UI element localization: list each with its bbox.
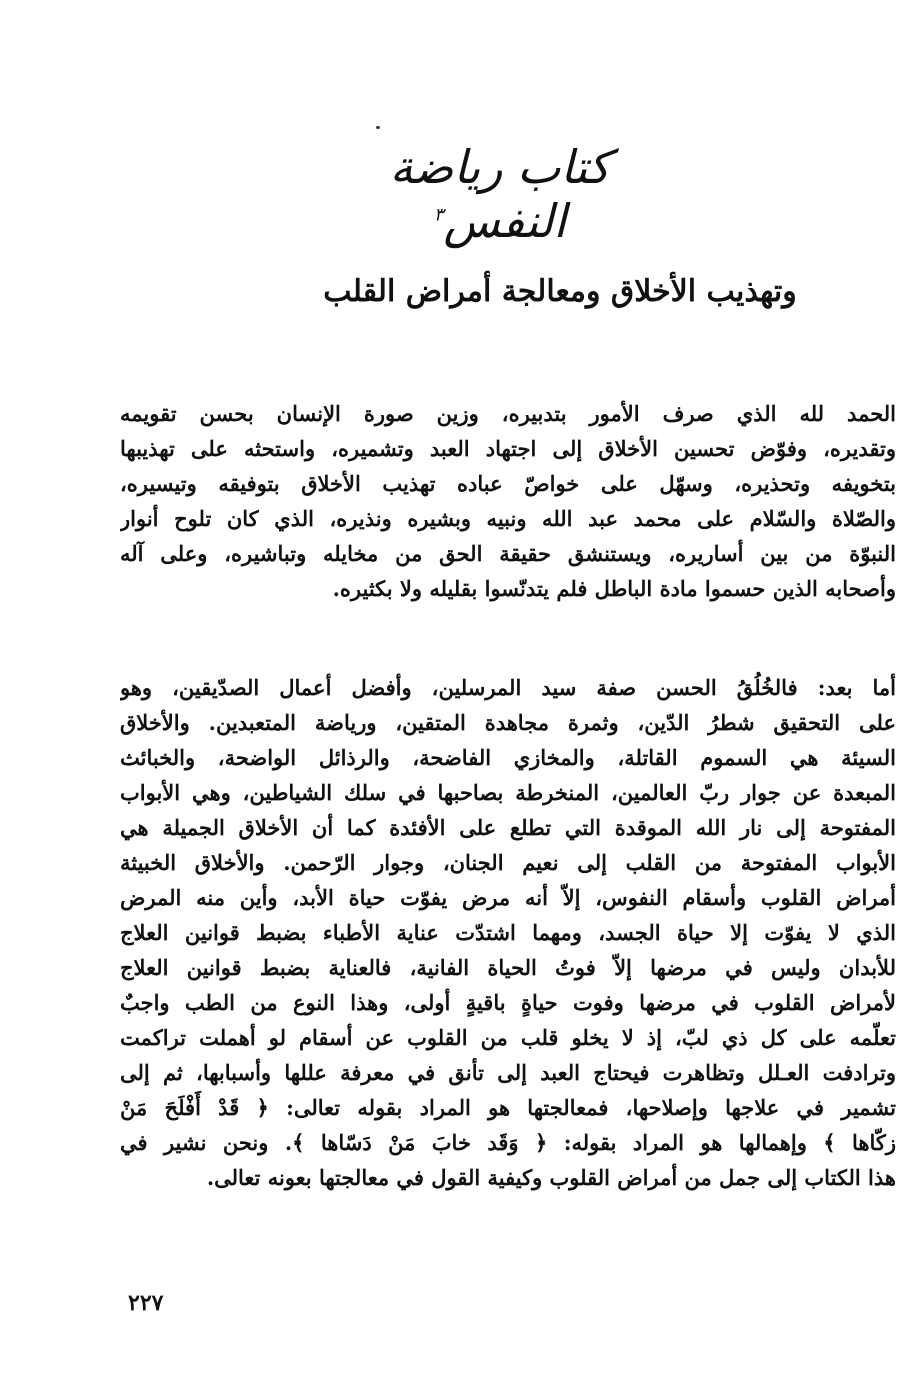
text-line: وتقديره، وفوّض تحسين الأخلاق إلى اجتهاد العبد وتشميره، واستحثه على تهذيبها bbox=[120, 436, 896, 461]
text-line: الذي لا يفوّت إلا حياة الجسد، ومهما اشتدّت عناية الأطباء بضبط قوانين العلاج bbox=[120, 920, 896, 945]
text-line: للأبدان وليس في مرضها إلاّ فوتُ الحياة الفانية، فالعناية بضبط قوانين العلاج bbox=[120, 955, 896, 980]
footnote-mark: ٣ bbox=[433, 204, 444, 226]
text-line: تعلّمه على كل ذي لبّ، إذ لا يخلو قلب من القلوب عن أسقام لو أهملت تراكمت bbox=[120, 1025, 896, 1050]
text-line: هذا الكتاب إلى جمل من أمراض القلوب وكيفية القول في معالجتها بعونه تعالى. bbox=[206, 1165, 896, 1190]
text-line: المبعدة عن جوار ربّ العالمين، المنخرطة بصاحبها في سلك الشياطين، وهي الأبواب bbox=[120, 780, 896, 805]
chapter-subtitle: وتهذيب الأخلاق ومعالجة أمراض القلب bbox=[323, 274, 797, 309]
paragraph-2 bbox=[120, 670, 896, 1195]
text-line: وأصحابه الذين حسموا مادة الباطل فلم يتدنّسوا بقليله ولا بكثيره. bbox=[332, 576, 896, 601]
text-line: وترادفت العـلل وتظاهرت فيحتاج العبد إلى تأنق في معرفة عللها وأسبابها، ثم إلى bbox=[120, 1060, 896, 1085]
chapter-title bbox=[330, 140, 670, 248]
paragraph-1 bbox=[120, 396, 896, 606]
text-line: أمراض القلوب وأسقام النفوس، إلاّ أنه مرض يفوّت حياة الأبد، وأين منه المرض bbox=[120, 885, 896, 910]
text-line: لأمراض القلوب في مرضها وفوت حياةٍ باقيةٍ أولى، وهذا النوع من الطب واجبٌ bbox=[120, 990, 896, 1015]
text-line: السيئة هي السموم القاتلة، والمخازي الفاضحة، والرذائل الواضحة، والخبائث bbox=[120, 745, 896, 770]
page-number: ٢٢٧ bbox=[128, 1290, 164, 1316]
text-line: النبوّة من بين أساريره، ويستنشق حقيقة الحق من مخايله وتباشيره، وعلى آله bbox=[120, 541, 896, 566]
text-line: على التحقيق شطرُ الدّين، وثمرة مجاهدة المتقين، ورياضة المتعبدين. والأخلاق bbox=[120, 710, 896, 735]
text-line: الأبواب المفتوحة من القلب إلى نعيم الجنان، وجوار الرّحمن. والأخلاق الخبيثة bbox=[120, 850, 896, 875]
text-line: الحمد لله الذي صرف الأمور بتدبيره، وزين صورة الإنسان بحسن تقويمه bbox=[120, 401, 896, 426]
text-line: تشمير في علاجها وإصلاحها، فمعالجتها هو المراد بقوله تعالى: ﴿ قَدْ أَفْلَحَ مَنْ bbox=[120, 1095, 896, 1120]
text-line: أما بعد: فالخُلُقُ الحسن صفة سيد المرسلين، وأفضل أعمال الصدّيقين، وهو bbox=[120, 675, 896, 700]
chapter-title-text: كتاب رياضة النفس bbox=[389, 140, 611, 248]
text-line: زكّاها ﴾ وإهمالها هو المراد بقوله: ﴿ وَقَد خابَ مَنْ دَسّاها ﴾. ونحن نشير في bbox=[120, 1130, 896, 1155]
text-line: بتخويفه وتحذيره، وسهّل على خواصّ عباده تهذيب الأخلاق بتوفيقه وتيسيره، bbox=[120, 471, 896, 496]
text-line: المفتوحة إلى نار الله الموقدة التي تطلع على الأفئدة كما أن الأخلاق الجميلة هي bbox=[120, 815, 896, 840]
text-line: والصّلاة والسّلام على محمد عبد الله ونبيه وبشيره ونذيره، الذي كان تلوح أنوار bbox=[120, 506, 896, 531]
ink-dot bbox=[376, 126, 380, 129]
